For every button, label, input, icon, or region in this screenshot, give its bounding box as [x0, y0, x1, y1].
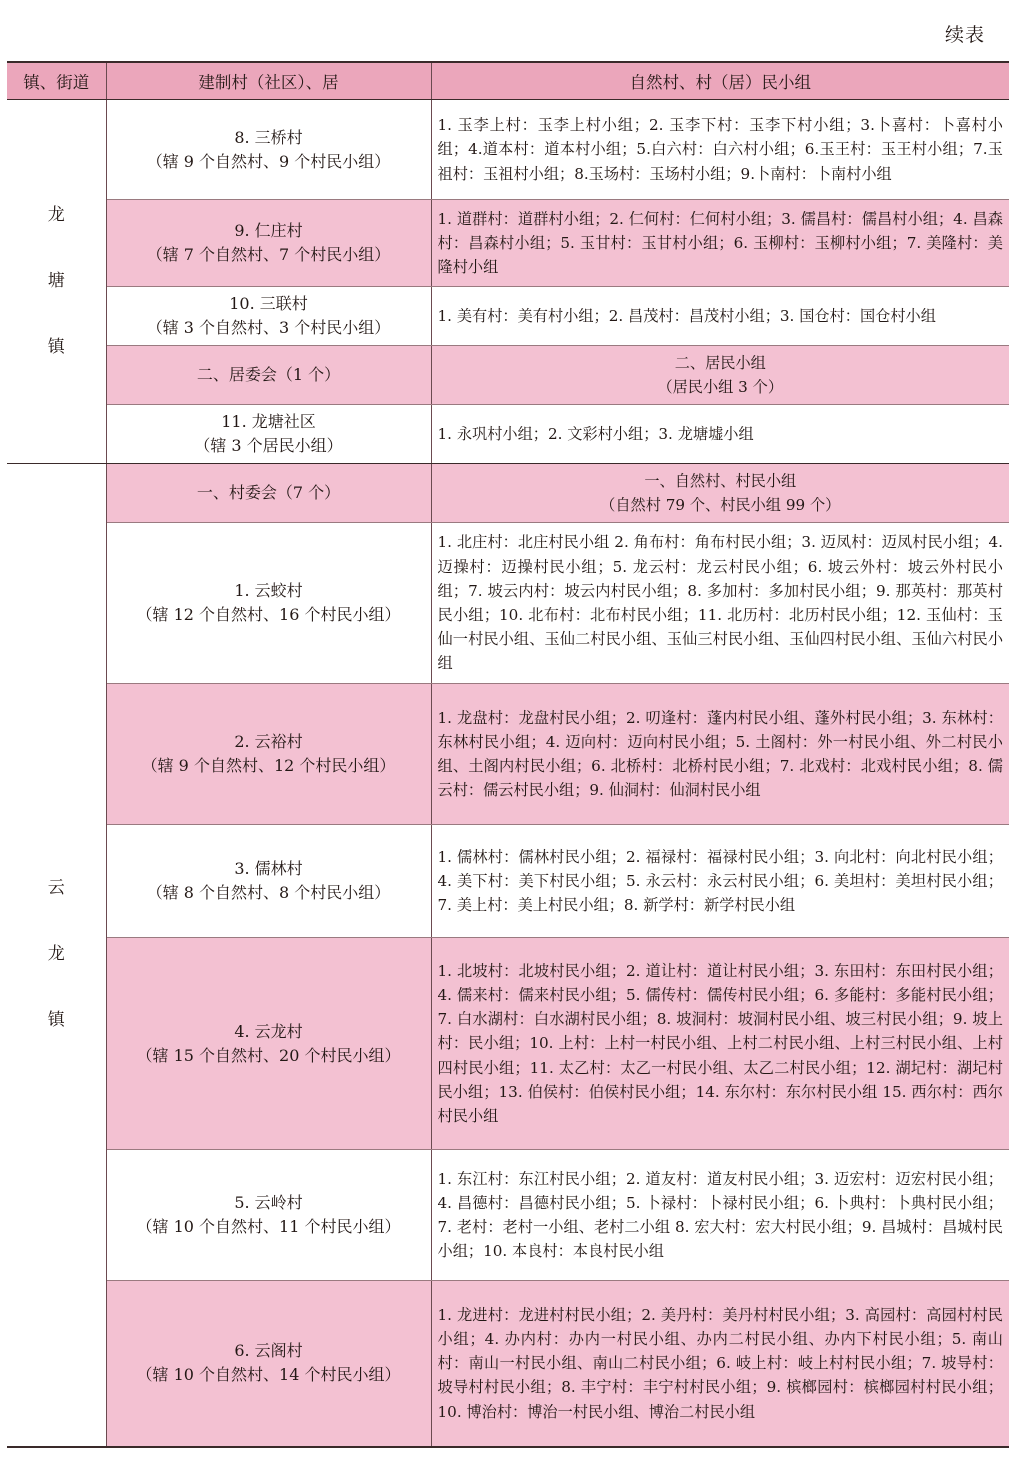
- village-cell: [106, 825, 431, 938]
- village-name: 4. 云龙村: [234, 1021, 303, 1041]
- village-cell: [106, 100, 431, 200]
- village-name: 8. 三桥村: [234, 127, 303, 147]
- village-cell: [106, 346, 431, 405]
- village-name: 1. 云蛟村: [234, 581, 303, 600]
- village-cell: [106, 405, 431, 464]
- village-name: 11. 龙塘社区: [221, 412, 316, 431]
- village-summary: （辖 12 个自然村、16 个村民小组）: [136, 605, 401, 624]
- table-row: [7, 938, 1009, 1150]
- continued-label: 续表: [944, 24, 985, 46]
- village-cell: [106, 1150, 431, 1281]
- village-summary: （辖 7 个自然村、7 个村民小组）: [146, 245, 391, 264]
- header-village: 建制村（社区）、居: [106, 62, 431, 100]
- village-name: 3. 儒林村: [234, 859, 303, 878]
- village-summary: （辖 9 个自然村、9 个村民小组）: [146, 151, 391, 171]
- header-town: 镇、街道: [7, 62, 106, 100]
- village-summary: （辖 15 个自然村、20 个村民小组）: [136, 1045, 401, 1065]
- table-row: [7, 405, 1009, 464]
- section-summary: （居民小组 3 个）: [657, 378, 784, 396]
- table-row: [7, 1281, 1009, 1447]
- table-header-row: [7, 62, 1009, 100]
- groups-cell: 1. 儒林村：儒林村民小组；2. 福禄村：福禄村民小组；3. 向北村：向北村民小组；4. 美下村：美下村民小组；5. 永云村：永云村民小组；6. 美坦村：美坦村民小组；7. 美上村：美上村民小组；8. 新学村：新学村民小组: [431, 825, 1009, 938]
- village-summary: （辖 10 个自然村、11 个村民小组）: [136, 1217, 401, 1236]
- town-name-text: 龙 塘 镇: [47, 205, 65, 357]
- village-cell: [106, 200, 431, 287]
- section-title: 二、居民小组: [674, 353, 766, 372]
- groups-cell: 1. 永巩村小组；2. 文彩村小组；3. 龙塘墟小组: [431, 405, 1009, 464]
- village-cell: [106, 464, 431, 523]
- groups-cell: [431, 346, 1009, 405]
- village-name: 6. 云阁村: [234, 1341, 303, 1361]
- header-groups: 自然村、村（居）民小组: [431, 62, 1009, 100]
- groups-cell: 1. 美有村：美有村小组；2. 昌茂村：昌茂村小组；3. 国仓村：国仓村小组: [431, 287, 1009, 346]
- table-row: [7, 523, 1009, 684]
- village-summary: （辖 10 个自然村、14 个村民小组）: [136, 1365, 401, 1385]
- table-row: [7, 464, 1009, 523]
- town-name: [7, 464, 106, 1447]
- village-summary: （辖 9 个自然村、12 个村民小组）: [141, 756, 396, 775]
- village-name: 5. 云岭村: [234, 1193, 303, 1212]
- village-cell: [106, 523, 431, 684]
- village-name: 10. 三联村: [229, 294, 308, 313]
- section-title: 一、村委会（7 个）: [196, 483, 341, 502]
- table-row: [7, 825, 1009, 938]
- village-groups-table: [7, 61, 1009, 1448]
- groups-cell: 1. 北坡村：北坡村民小组；2. 道让村：道让村民小组；3. 东田村：东田村民小组；4. 儒来村：儒来村民小组；5. 儒传村：儒传村民小组；6. 多能村：多能村民小组；7. 白水湖村：白水湖村民小组；8. 坡洞村：坡洞村民小组、坡三村民小组；9. 坡上村：民小组；10. 上村：上村一村民小组、上村二村民小组、上村三村民小组、上村四村民小组；11. 太乙村：太乙一村民小组、太乙二村民小组；12. 湖圮村：湖圮村民小组；13. 伯侯村：伯侯村民小组；14. 东尔村：东尔村民小组 15. 西尔村：西尔村民小组: [431, 938, 1009, 1150]
- section-title: 一、自然村、村民小组: [644, 471, 797, 490]
- table-row: [7, 346, 1009, 405]
- table-row: [7, 100, 1009, 200]
- village-cell: [106, 684, 431, 825]
- groups-cell: 1. 龙盘村：龙盘村民小组；2. 叨逢村：蓬内村民小组、蓬外村民小组；3. 东林村：东林村民小组；4. 迈向村：迈向村民小组；5. 土阁村：外一村民小组、外二村民小组、土阁内村民小组；6. 北桥村：北桥村民小组；7. 北戏村：北戏村民小组；8. 儒云村：儒云村民小组；9. 仙洞村：仙洞村民小组: [431, 684, 1009, 825]
- town-name-text: 云 龙 镇: [47, 878, 65, 1031]
- section-title: 二、居委会（1 个）: [196, 365, 341, 384]
- table-row: [7, 200, 1009, 287]
- village-name: 2. 云裕村: [234, 732, 303, 751]
- groups-cell: 1. 玉李上村：玉李上村小组；2. 玉李下村：玉李下村小组；3.卜喜村：卜喜村小组；4.道本村：道本村小组；5.白六村：白六村小组；6.玉王村：玉王村小组；7.玉祖村：玉祖村小组；8.玉场村：玉场村小组；9.卜南村：卜南村小组: [431, 100, 1009, 200]
- groups-cell: 1. 东江村：东江村民小组；2. 道友村：道友村民小组；3. 迈宏村：迈宏村民小组；4. 昌德村：昌德村民小组；5. 卜禄村：卜禄村民小组；6. 卜典村：卜典村民小组；7. 老村：老村一小组、老村二小组 8. 宏大村：宏大村民小组；9. 昌城村：昌城村民小组；10. 本良村：本良村民小组: [431, 1150, 1009, 1281]
- village-cell: [106, 287, 431, 346]
- groups-cell: [431, 464, 1009, 523]
- village-cell: [106, 938, 431, 1150]
- table-row: [7, 684, 1009, 825]
- village-summary: （辖 3 个居民小组）: [194, 436, 343, 455]
- village-name: 9. 仁庄村: [234, 221, 303, 240]
- village-cell: [106, 1281, 431, 1447]
- groups-cell: 1. 道群村：道群村小组；2. 仁何村：仁何村小组；3. 儒昌村：儒昌村小组；4. 昌森村：昌森村小组；5. 玉甘村：玉甘村小组；6. 玉柳村：玉柳村小组；7. 美隆村：美隆村小组: [431, 200, 1009, 287]
- section-summary: （自然村 79 个、村民小组 99 个）: [600, 496, 841, 514]
- groups-cell: 1. 北庄村：北庄村民小组 2. 角布村：角布村民小组；3. 迈凤村：迈凤村民小组；4. 迈操村：迈操村民小组；5. 龙云村：龙云村民小组；6. 坡云外村：坡云外村民小组；7. 坡云内村：坡云内村民小组；8. 多加村：多加村民小组；9. 那英村：那英村民小组；10. 北布村：北布村民小组；11. 北历村：北历村民小组；12. 玉仙村：玉仙一村民小组、玉仙二村民小组、玉仙三村民小组、玉仙四村民小组、玉仙六村民小组: [431, 523, 1009, 684]
- town-name: [7, 100, 106, 464]
- table-row: [7, 287, 1009, 346]
- village-summary: （辖 3 个自然村、3 个村民小组）: [146, 318, 391, 337]
- table-row: [7, 1150, 1009, 1281]
- village-summary: （辖 8 个自然村、8 个村民小组）: [146, 883, 391, 902]
- groups-cell: 1. 龙进村：龙进村村民小组；2. 美丹村：美丹村村民小组；3. 高园村：高园村村民小组；4. 办内村：办内一村民小组、办内二村民小组、办内下村民小组；5. 南山村：南山一村民小组、南山二村民小组；6. 岐上村：岐上村村民小组；7. 坡导村：坡导村村民小组；8. 丰宁村：丰宁村村民小组；9. 槟榔园村：槟榔园村村民小组；10. 博治村：博治一村民小组、博治二村民小组: [431, 1281, 1009, 1447]
